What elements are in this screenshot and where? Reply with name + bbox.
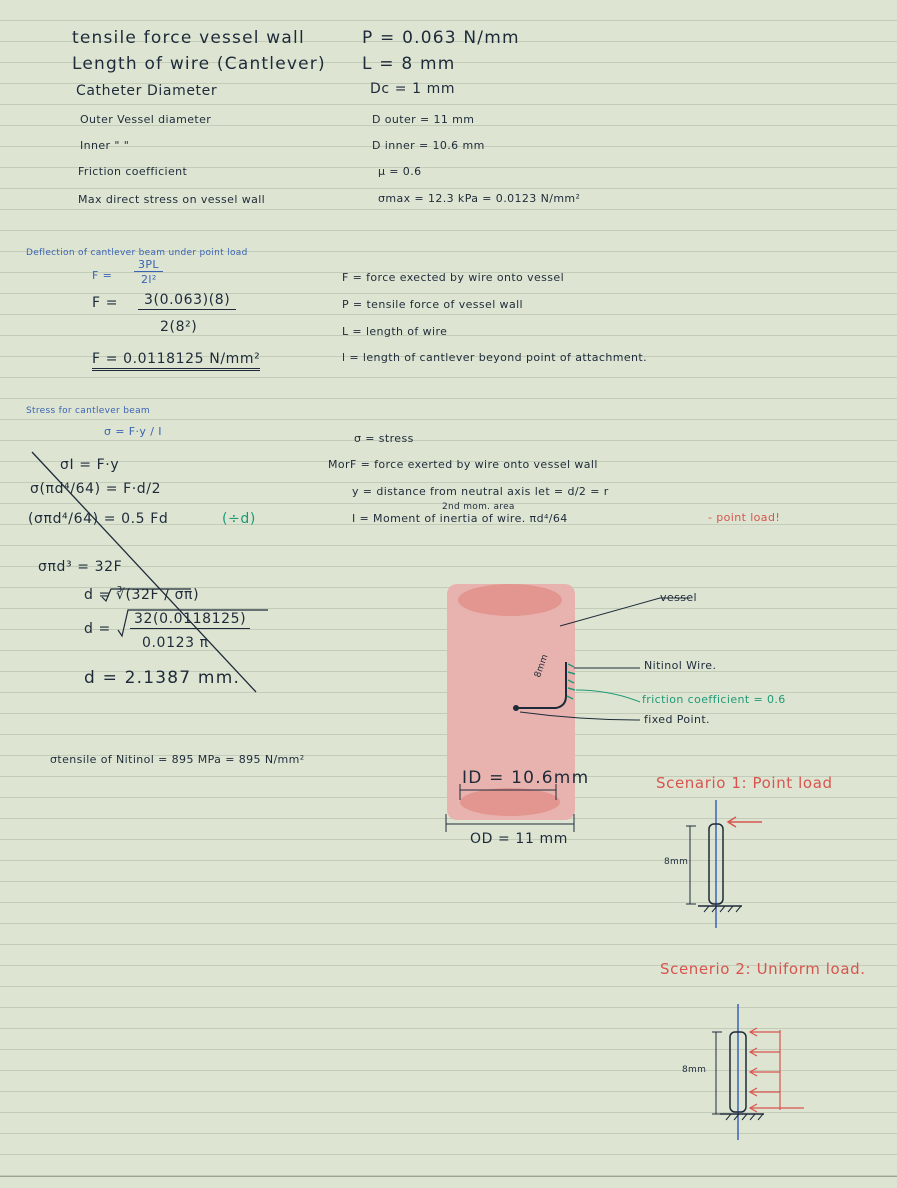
stress-legend-3: I = Moment of inertia of wire. πd⁴/64 [352, 512, 568, 525]
deflection-legend-3: l = length of cantlever beyond point of attachment. [342, 351, 647, 364]
fixed-point-dot [513, 705, 519, 711]
param-value-3: D outer = 11 mm [372, 113, 475, 126]
stress-step2: σ(πd⁴/64) = F·d/2 [30, 481, 162, 497]
scenario1-length: 8mm [664, 857, 689, 867]
stress-step5: d = ∛(32F / σπ) [84, 587, 200, 603]
scenario1-title: Scenario 1: Point load [656, 774, 833, 792]
radical-2 [118, 610, 268, 636]
friction-pointer [576, 690, 640, 702]
stress-legend-2: y = distance from neutral axis let = d/2 = r [352, 485, 609, 498]
deflection-legend-2: L = length of wire [342, 325, 448, 338]
vessel-bottom-ellipse [460, 788, 560, 816]
nitinol-tensile: σtensile of Nitinol = 895 MPa = 895 N/mm² [50, 753, 305, 766]
stress-legend-0: σ = stress [354, 432, 414, 445]
stress-formula: σ = F·y / I [104, 425, 162, 438]
param-value-2: Dc = 1 mm [370, 81, 456, 97]
param-label-2: Catheter Diameter [76, 83, 218, 99]
moment-note: 2nd mom. area [442, 502, 515, 512]
param-label-1: Length of wire (Cantlever) [72, 54, 326, 74]
friction-label: friction coefficient = 0.6 [642, 693, 786, 706]
scenario2-title: Scenerio 2: Uniform load. [660, 960, 866, 978]
stress-step3-note: (÷d) [222, 511, 256, 527]
radical-1 [102, 589, 191, 601]
deflection-formula-den: 2l² [141, 273, 157, 286]
point-load-note: - point load! [708, 511, 781, 524]
param-value-5: μ = 0.6 [378, 165, 422, 178]
deflection-sub-lhs: F = [92, 295, 119, 311]
param-value-0: P = 0.063 N/mm [362, 28, 520, 48]
deflection-result: F = 0.0118125 N/mm² [92, 352, 260, 371]
deflection-sub-num: 3(0.063)(8) [138, 293, 236, 310]
param-value-1: L = 8 mm [362, 54, 456, 74]
stress-step1: σI = F·y [60, 457, 120, 473]
param-label-3: Outer Vessel diameter [80, 113, 212, 126]
od-label: OD = 11 mm [470, 831, 568, 847]
s1-ground-hatch [704, 906, 741, 912]
s2-ground-hatch [726, 1114, 763, 1120]
deflection-heading: Deflection of cantlever beam under point load [26, 248, 248, 258]
id-label: ID = 10.6mm [462, 768, 590, 788]
param-label-4: Inner " " [80, 139, 130, 152]
vessel-top-ellipse [458, 584, 562, 616]
stress-step4: σπd³ = 32F [38, 559, 123, 575]
param-value-6: σmax = 12.3 kPa = 0.0123 N/mm² [378, 192, 581, 205]
deflection-sub-den: 2(8²) [160, 319, 198, 335]
param-label-5: Friction coefficient [78, 165, 188, 178]
stress-step6-den: 0.0123 π [142, 635, 209, 651]
deflection-legend-0: F = force exected by wire onto vessel [342, 271, 565, 284]
page-bottom-rule [0, 1176, 897, 1177]
s2-uniform-load-arrows [750, 1028, 804, 1112]
stress-heading: Stress for cantlever beam [26, 406, 150, 416]
wire-length-label: 8mm [533, 652, 551, 680]
param-label-0: tensile force vessel wall [72, 28, 305, 48]
stress-legend-1: MorF = force exerted by wire onto vessel wall [328, 458, 598, 471]
scenario2-length: 8mm [682, 1065, 707, 1075]
stress-step3: (σπd⁴/64) = 0.5 Fd [28, 511, 169, 527]
stress-step6-lhs: d = [84, 621, 111, 637]
param-label-6: Max direct stress on vessel wall [78, 193, 266, 206]
nitinol-wire-label: Nitinol Wire. [644, 659, 717, 672]
strike-line [32, 452, 256, 692]
stress-result: d = 2.1387 mm. [84, 668, 241, 688]
vessel-label: vessel [660, 591, 697, 604]
deflection-formula-lhs: F = [92, 269, 113, 282]
fixed-point-label: fixed Point. [644, 713, 710, 726]
deflection-legend-1: P = tensile force of vessel wall [342, 298, 524, 311]
param-value-4: D inner = 10.6 mm [372, 139, 485, 152]
deflection-formula-num: 3PL [134, 259, 163, 272]
stress-step6-num: 32(0.0118125) [130, 612, 250, 629]
